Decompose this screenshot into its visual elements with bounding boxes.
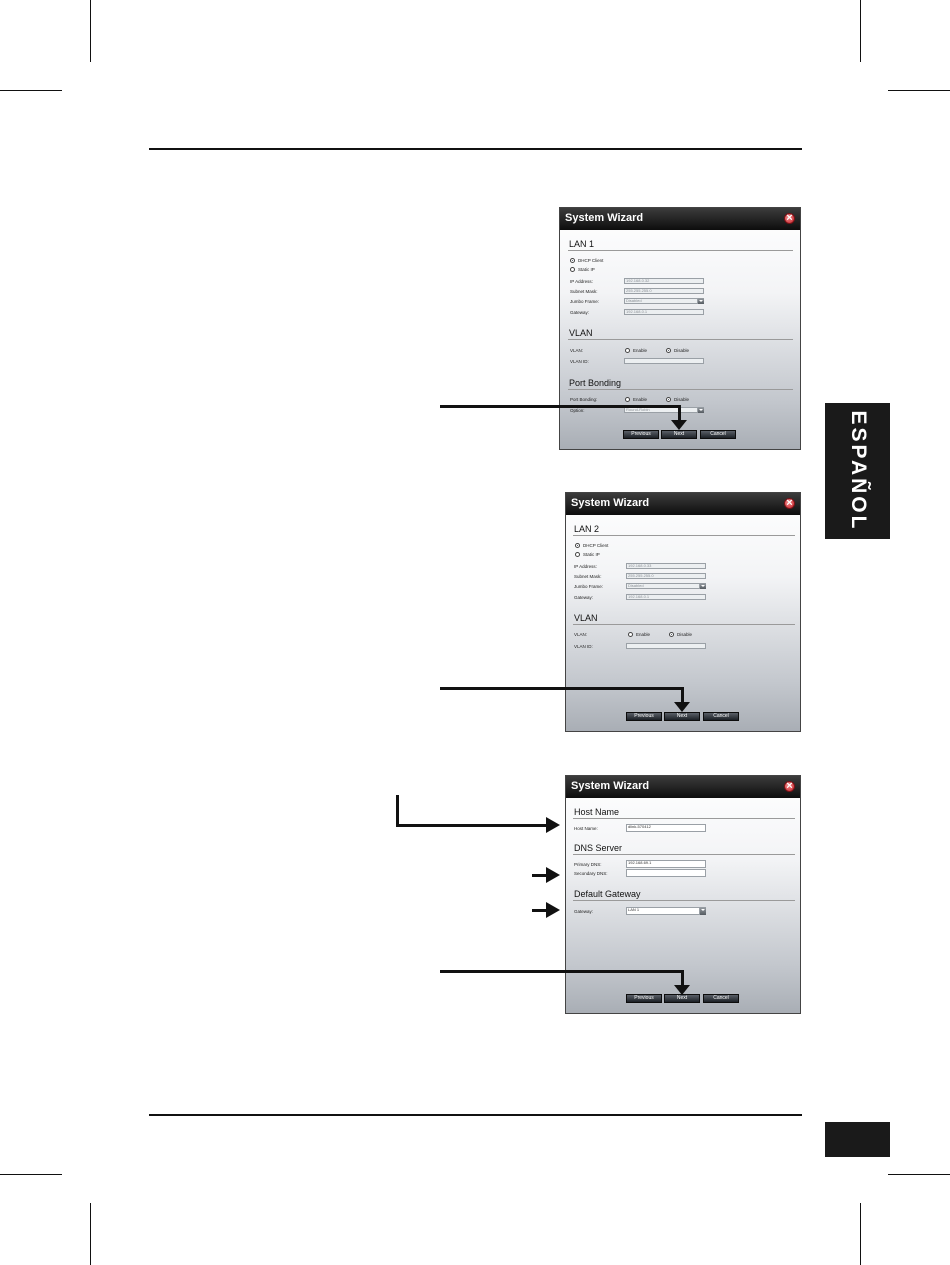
subnet-mask-field[interactable]: 255.255.255.0 (626, 573, 706, 579)
divider (568, 389, 793, 390)
host-name-label: Host Name: (574, 826, 598, 831)
divider (573, 624, 795, 625)
section-title-lan1: LAN 1 (569, 239, 595, 249)
subnet-mask-field[interactable]: 255.255.255.0 (624, 288, 704, 294)
wizard-title: System Wizard (571, 497, 650, 509)
crop-mark (860, 1203, 861, 1265)
primary-dns-field[interactable]: 192.168.69.1 (626, 860, 706, 868)
arrow-head-icon (671, 420, 687, 430)
jumbo-frame-label: Jumbo Frame: (574, 584, 604, 589)
port-bonding-label: Port Bonding: (570, 397, 598, 402)
host-name-field[interactable]: dlink-570412 (626, 824, 706, 832)
arrow-head-icon (546, 817, 560, 833)
section-title-host-name: Host Name (574, 807, 620, 817)
vlan-label: VLAN: (574, 632, 588, 637)
static-ip-label: Static IP (583, 552, 600, 557)
language-tab (825, 403, 890, 539)
static-ip-radio[interactable] (575, 552, 580, 557)
arrow-head-icon (674, 702, 690, 712)
primary-dns-label: Primary DNS: (574, 862, 602, 867)
close-icon[interactable] (784, 498, 795, 509)
chevron-down-icon[interactable] (700, 583, 706, 589)
jumbo-frame-select[interactable]: Disabled (624, 298, 698, 304)
previous-button[interactable]: Previous (623, 430, 659, 439)
jumbo-frame-label: Jumbo Frame: (570, 299, 600, 304)
callout-arrow (681, 687, 684, 703)
crop-mark (888, 90, 950, 91)
close-icon[interactable] (784, 781, 795, 792)
option-label: Option: (570, 408, 585, 413)
vlan-disable-label: Disable (677, 632, 693, 637)
divider (573, 854, 795, 855)
arrow-head-icon (546, 867, 560, 883)
static-ip-label: Static IP (578, 267, 595, 272)
chevron-down-icon[interactable] (700, 907, 706, 915)
gateway-label: Gateway: (574, 909, 594, 914)
ip-address-field[interactable]: 192.168.0.33 (626, 563, 706, 569)
vlan-id-field[interactable] (624, 358, 704, 364)
next-button[interactable]: Next (664, 994, 700, 1003)
section-title-lan2: LAN 2 (574, 524, 600, 534)
callout-arrow (678, 405, 681, 421)
divider (568, 339, 793, 340)
gateway-field[interactable]: 192.168.0.1 (626, 594, 706, 600)
cancel-button[interactable]: Cancel (700, 430, 736, 439)
vlan-enable-label: Enable (636, 632, 651, 637)
vlan-id-label: VLAN ID: (574, 644, 593, 649)
divider (573, 818, 795, 819)
gateway-label: Gateway: (570, 310, 590, 315)
wizard-title: System Wizard (565, 212, 644, 224)
bond-enable-label: Enable (633, 397, 648, 402)
callout-arrow (396, 824, 548, 827)
vlan-disable-radio[interactable] (666, 348, 671, 353)
vlan-disable-label: Disable (674, 348, 690, 353)
static-ip-radio[interactable] (570, 267, 575, 272)
crop-mark (0, 90, 62, 91)
divider (573, 900, 795, 901)
callout-arrow (681, 970, 684, 986)
bond-disable-label: Disable (674, 397, 690, 402)
chevron-down-icon[interactable] (698, 407, 704, 413)
dhcp-client-label: DHCP Client (583, 543, 609, 548)
section-title-vlan: VLAN (569, 328, 593, 338)
section-title-dns-server: DNS Server (574, 843, 623, 853)
divider (573, 535, 795, 536)
section-title-default-gateway: Default Gateway (574, 889, 641, 899)
ip-address-label: IP Address: (574, 564, 597, 569)
callout-arrow (440, 687, 683, 690)
subnet-mask-label: Subnet Mask: (574, 574, 602, 579)
vlan-label: VLAN: (570, 348, 584, 353)
next-button[interactable]: Next (664, 712, 700, 721)
dhcp-client-label: DHCP Client (578, 258, 604, 263)
vlan-id-field[interactable] (626, 643, 706, 649)
secondary-dns-field[interactable] (626, 869, 706, 877)
cancel-button[interactable]: Cancel (703, 712, 739, 721)
wizard-titlebar (566, 776, 800, 798)
header-rule (149, 148, 802, 150)
dhcp-client-radio[interactable] (575, 543, 580, 548)
ip-address-label: IP Address: (570, 279, 593, 284)
next-button[interactable]: Next (661, 430, 697, 439)
footer-rule (149, 1114, 802, 1116)
close-icon[interactable] (784, 213, 795, 224)
callout-arrow (396, 795, 399, 827)
crop-mark (0, 1174, 62, 1175)
crop-mark (90, 1203, 91, 1265)
section-title-vlan: VLAN (574, 613, 598, 623)
option-select[interactable]: Round-Robin (624, 407, 698, 413)
vlan-disable-radio[interactable] (669, 632, 674, 637)
vlan-id-label: VLAN ID: (570, 359, 589, 364)
callout-arrow (440, 405, 680, 408)
wizard-title: System Wizard (571, 780, 650, 792)
language-tab-label: ESPAÑOL (846, 410, 870, 532)
ip-address-field[interactable]: 192.168.0.32 (624, 278, 704, 284)
bond-enable-radio[interactable] (625, 397, 630, 402)
gateway-select[interactable]: LAN 1 (626, 907, 700, 915)
page-number-box (825, 1122, 890, 1157)
vlan-enable-radio[interactable] (625, 348, 630, 353)
gateway-field[interactable]: 192.168.0.1 (624, 309, 704, 315)
section-title-port-bonding: Port Bonding (569, 378, 622, 388)
vlan-enable-radio[interactable] (628, 632, 633, 637)
bond-disable-radio[interactable] (666, 397, 671, 402)
divider (568, 250, 793, 251)
jumbo-frame-select[interactable]: Disabled (626, 583, 700, 589)
wizard-titlebar (560, 208, 800, 230)
gateway-label: Gateway: (574, 595, 594, 600)
subnet-mask-label: Subnet Mask: (570, 289, 598, 294)
arrow-head-icon (674, 985, 690, 995)
chevron-down-icon[interactable] (698, 298, 704, 304)
previous-button[interactable]: Previous (626, 712, 662, 721)
crop-mark (888, 1174, 950, 1175)
crop-mark (860, 0, 861, 62)
crop-mark (90, 0, 91, 62)
previous-button[interactable]: Previous (626, 994, 662, 1003)
wizard-titlebar (566, 493, 800, 515)
secondary-dns-label: Secondary DNS: (574, 871, 608, 876)
cancel-button[interactable]: Cancel (703, 994, 739, 1003)
dhcp-client-radio[interactable] (570, 258, 575, 263)
callout-arrow (440, 970, 683, 973)
vlan-enable-label: Enable (633, 348, 648, 353)
arrow-head-icon (546, 902, 560, 918)
